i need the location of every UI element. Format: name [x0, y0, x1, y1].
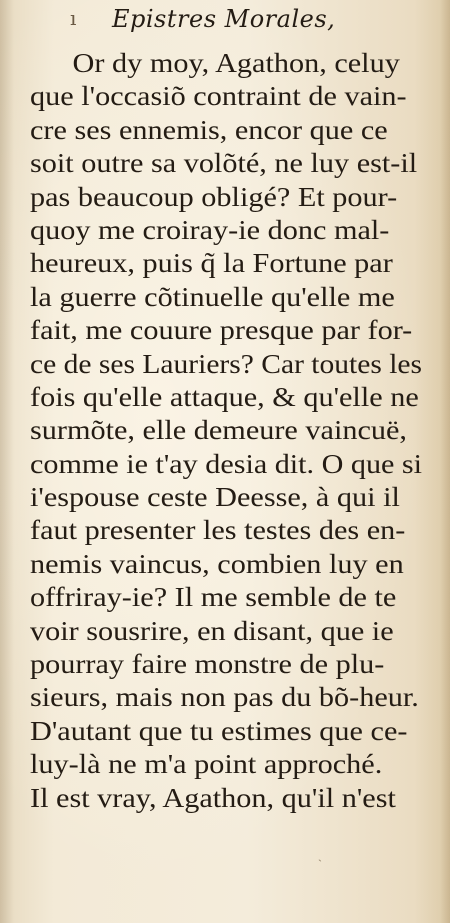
- text-line: nemis vaincus, combien luy en: [30, 548, 404, 579]
- text-line: la guerre cõtinuelle qu'elle me: [30, 281, 395, 312]
- text-line: offriray-ie? Il me semble de te: [30, 582, 397, 613]
- text-line: fait, me couure presque par for-: [30, 315, 413, 346]
- text-line: quoy me croiray-ie donc mal-: [30, 214, 390, 245]
- text-line: voir sousrire, en disant, que ie: [30, 615, 394, 646]
- text-line: luy-là ne m'a point approché.: [30, 749, 383, 780]
- text-line: pourray faire monstre de plu-: [30, 649, 385, 680]
- text-line: sieurs, mais non pas du bõ-heur.: [30, 682, 419, 713]
- text-line: Or dy moy, Agathon, celuy: [72, 48, 400, 78]
- text-line: heureux, puis q̃ la Fortune par: [30, 248, 393, 279]
- text-line: fois qu'elle attaque, & qu'elle ne: [30, 381, 419, 412]
- text-line: comme ie t'ay desia dit. O que si: [30, 448, 423, 479]
- text-line: pas beaucoup obligé? Et pour-: [30, 181, 398, 212]
- text-line: soit outre sa volõté, ne luy est-il: [30, 148, 418, 179]
- ink-smudge: ˎ: [318, 848, 322, 862]
- margin-mark: ı: [70, 6, 77, 30]
- text-line: faut presenter les testes des en-: [30, 515, 406, 546]
- body-text: [30, 47, 422, 815]
- text-line: i'espouse ceste Deesse, à qui il: [30, 482, 400, 513]
- running-head: Epistres Morales,: [112, 5, 336, 33]
- text-line: Il est vray, Agathon, qu'il n'est: [30, 782, 396, 813]
- text-line: que l'occasiõ contraint de vain-: [30, 81, 407, 112]
- text-line: ce de ses Lauriers? Car toutes les: [30, 348, 423, 379]
- text-line: D'autant que tu estimes que ce-: [30, 715, 408, 746]
- binding-shadow: [0, 0, 14, 923]
- text-line: cre ses ennemis, encor que ce: [30, 114, 388, 145]
- text-line: surmõte, elle demeure vaincuë,: [30, 415, 408, 446]
